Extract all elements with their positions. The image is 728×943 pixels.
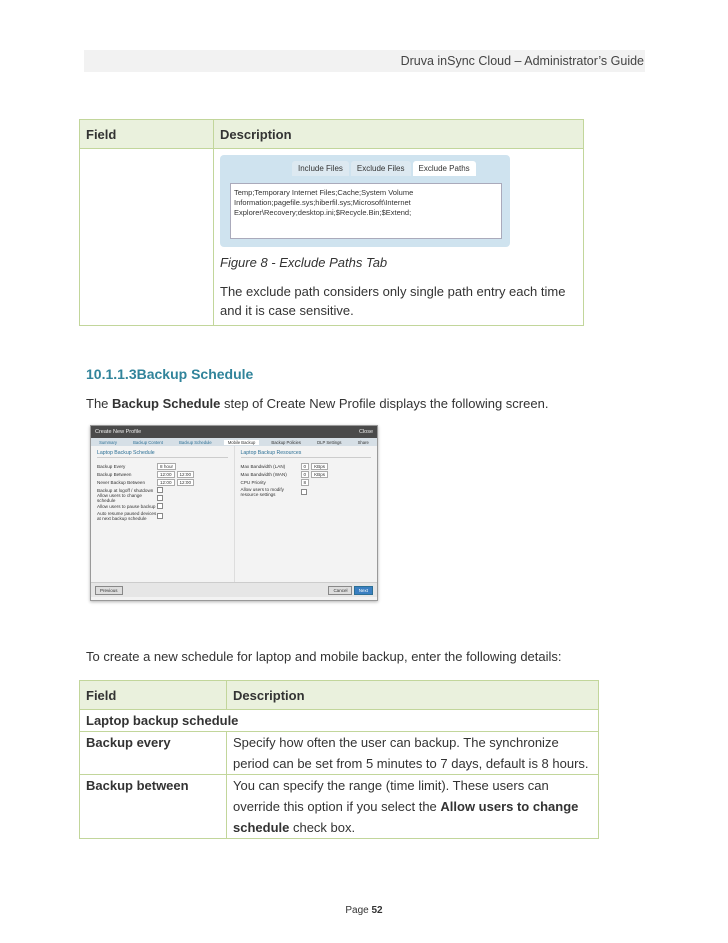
page-label: Page (345, 905, 369, 916)
setting-value: 8 hour (157, 463, 176, 470)
create-profile-screenshot (90, 425, 378, 601)
description-header: Description (214, 120, 584, 149)
section-intro (86, 396, 548, 411)
desc-bold: Allow users to change schedule (233, 799, 579, 835)
checkbox (157, 487, 163, 493)
group-row: Laptop backup schedule (80, 710, 599, 732)
setting-label: Auto resume paused devices at next backup schedule (97, 511, 157, 521)
figure-tabs (292, 161, 478, 176)
setting-label: Backup Every (97, 463, 126, 469)
exclude-paths-table (79, 119, 584, 326)
checkbox (301, 489, 307, 495)
details-intro: To create a new schedule for laptop and mobile backup, enter the following details: (86, 649, 562, 664)
desc-text-end: check box. (289, 820, 356, 835)
setting-row (97, 510, 228, 522)
description-header: Description (227, 681, 599, 710)
intro-text-start: The (86, 396, 113, 411)
setting-unit: KBps (311, 471, 328, 478)
setting-label: Max Bandwidth (LAN) (240, 463, 286, 469)
setting-row (97, 470, 228, 478)
field-cell: Backup between (80, 775, 227, 839)
intro-text-end: step of Create New Profile displays the following screen. (220, 396, 549, 411)
field-header: Field (80, 120, 214, 149)
tab-exclude-paths: Exclude Paths (413, 161, 476, 176)
step-dlp-settings: DLP Settings (317, 439, 342, 445)
checkbox (157, 513, 163, 519)
intro-bold: Backup Schedule (112, 396, 221, 411)
schedule-fields-table (79, 680, 599, 839)
wizard-steps (91, 438, 377, 446)
setting-label: Allow users to change schedule (97, 493, 142, 503)
tab-include-files: Include Files (292, 161, 349, 176)
setting-label: Never Backup Between (97, 479, 146, 485)
exclude-paths-figure (220, 155, 510, 247)
setting-row (97, 478, 228, 486)
step-backup-content: Backup Content (133, 439, 163, 445)
next-button: Next (354, 586, 373, 595)
dialog-body (91, 446, 377, 582)
description-cell: Specify how often the user can backup. The synchronize period can be set from 5 minutes to 7 days, default is 8 hours. (227, 732, 599, 775)
setting-value: 12:00 (177, 471, 195, 478)
setting-value: 0 (301, 463, 310, 470)
pane-heading: Laptop Backup Schedule (97, 450, 228, 458)
setting-label: Allow users to modify resource settings (240, 487, 284, 497)
document-header: Druva inSync Cloud – Administrator’s Guide (400, 54, 644, 68)
checkbox (157, 495, 163, 501)
setting-label: Allow users to pause backup (97, 503, 156, 509)
dialog-title: Create New Profile (95, 429, 142, 435)
section-title: Backup Schedule (136, 366, 254, 382)
setting-row (241, 462, 372, 470)
setting-row (97, 494, 228, 502)
step-share: Share (357, 439, 369, 445)
field-cell: Backup every (80, 732, 227, 775)
previous-button: Previous (95, 586, 123, 595)
setting-value: 12:00 (157, 471, 175, 478)
setting-value: 12:00 (157, 479, 175, 486)
desc-text: You can specify the range (time limit). These users can override this option if you select the (233, 778, 549, 814)
setting-value: 12:00 (177, 479, 195, 486)
page-footer (0, 905, 728, 916)
setting-label: CPU Priority (240, 479, 266, 485)
setting-unit: KBps (311, 463, 328, 470)
laptop-resources-pane (235, 446, 378, 582)
step-summary: Summary (99, 439, 117, 445)
table-row (80, 775, 599, 839)
field-cell (80, 149, 214, 326)
dialog-close: Close (358, 429, 373, 435)
step-mobile-backup: Mobile Backup (224, 440, 259, 445)
description-cell (227, 775, 599, 839)
dialog-titlebar (91, 426, 377, 438)
footer-right (328, 588, 373, 593)
section-heading (86, 366, 253, 382)
setting-value: 8 (301, 479, 310, 486)
setting-label: Backup at logoff / shutdown (97, 487, 154, 493)
setting-row (97, 462, 228, 470)
description-cell (214, 149, 584, 326)
setting-row (241, 486, 372, 498)
setting-row (241, 478, 372, 486)
tab-exclude-files: Exclude Files (351, 161, 411, 176)
setting-value: 0 (301, 471, 310, 478)
pane-heading: Laptop Backup Resources (241, 450, 372, 458)
step-backup-schedule: Backup Schedule (179, 439, 212, 445)
step-backup-policies: Backup Policies (271, 439, 301, 445)
exclude-path-note: The exclude path considers only single path entry each time and it is case sensitive. (220, 284, 566, 318)
checkbox (157, 503, 163, 509)
table-row (80, 732, 599, 775)
cancel-button: Cancel (328, 586, 352, 595)
setting-label: Backup Between (97, 471, 132, 477)
section-number: 10.1.1.3 (86, 366, 137, 382)
dialog-footer (91, 582, 377, 597)
page-number: 52 (371, 905, 383, 916)
laptop-schedule-pane (91, 446, 235, 582)
figure-caption: Figure 8 - Exclude Paths Tab (220, 255, 388, 270)
setting-row (97, 502, 228, 510)
field-header: Field (80, 681, 227, 710)
setting-row (241, 470, 372, 478)
setting-label: Max Bandwidth (WAN) (240, 471, 287, 477)
exclude-paths-textarea: Temp;Temporary Internet Files;Cache;System Volume Information;pagefile.sys;hiberfil.sys;Microsoft\Internet Explorer\Recovery;desktop.ini;$Recycle.Bin;$Extend; (230, 183, 502, 239)
